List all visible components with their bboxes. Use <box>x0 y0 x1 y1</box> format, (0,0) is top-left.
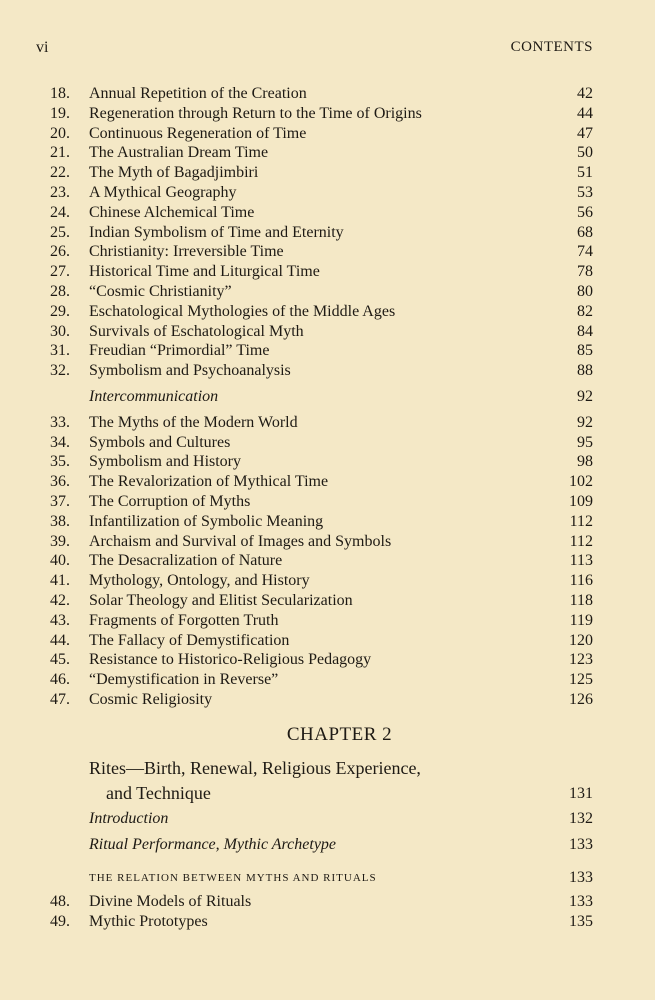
entry-title: Infantilization of Symbolic Meaning <box>89 512 324 530</box>
entry-number: 25. <box>50 223 70 241</box>
entry-number: 43. <box>50 611 70 629</box>
toc-entry <box>46 341 593 361</box>
entry-title: Cosmic Religiosity <box>89 690 213 708</box>
chapter-title-page: 131 <box>569 784 593 802</box>
toc-section-intercommunication <box>46 387 593 407</box>
entry-page: 80 <box>577 282 593 300</box>
entry-page: 50 <box>577 144 593 162</box>
running-head: CONTENTS <box>510 39 593 55</box>
entry-title: The Corruption of Myths <box>89 492 251 510</box>
entry-title: Resistance to Historico-Religious Pedagogy <box>89 651 372 669</box>
toc-entry <box>46 282 593 302</box>
entry-title: Annual Repetition of the Creation <box>89 85 307 102</box>
entry-page: 88 <box>577 362 593 380</box>
entry-title: Continuous Regeneration of Time <box>89 124 307 142</box>
entry-number: 18. <box>50 85 70 102</box>
toc-list-b <box>46 413 593 710</box>
toc-entry <box>46 203 593 223</box>
entry-title: A Mythical Geography <box>89 183 237 201</box>
table-of-contents <box>46 84 593 931</box>
entry-page: 74 <box>577 243 593 261</box>
toc-entry <box>46 361 593 381</box>
entry-page: 133 <box>569 892 593 910</box>
entry-page: 84 <box>577 322 593 340</box>
toc-entry <box>46 452 593 472</box>
entry-number: 40. <box>50 552 70 570</box>
entry-number: 36. <box>50 473 70 491</box>
folio: vi <box>36 39 49 56</box>
toc-entry <box>46 532 593 552</box>
toc-entry <box>46 104 593 124</box>
toc-entry <box>46 690 593 710</box>
toc-entry <box>46 650 593 670</box>
toc-entry <box>46 163 593 183</box>
entry-title: Archaism and Survival of Images and Symbols <box>89 532 392 550</box>
entry-page: 119 <box>569 611 593 629</box>
entry-number: 22. <box>50 164 70 182</box>
entry-number: 48. <box>50 892 70 910</box>
entry-number: 30. <box>50 322 70 340</box>
entry-title: The Desacralization of Nature <box>89 552 283 570</box>
entry-title: “Demystification in Reverse” <box>89 671 279 689</box>
toc-entry <box>46 84 593 104</box>
entry-page: 112 <box>569 532 593 550</box>
toc-entry <box>46 512 593 532</box>
entry-title: Fragments of Forgotten Truth <box>89 611 279 629</box>
entry-page: 120 <box>569 631 593 649</box>
entry-page: 102 <box>569 473 593 491</box>
entry-page: 51 <box>577 164 593 182</box>
chapter-heading: CHAPTER 2 <box>286 723 393 745</box>
entry-title: Divine Models of Rituals <box>89 892 252 910</box>
entry-page: 113 <box>569 552 593 570</box>
toc-entry <box>46 322 593 342</box>
entry-page: 78 <box>577 263 593 281</box>
entry-number: 44. <box>50 631 70 649</box>
entry-number: 19. <box>50 104 70 122</box>
toc-entry <box>46 892 593 912</box>
entry-title: Solar Theology and Elitist Secularization <box>89 591 353 609</box>
toc-list-a <box>46 84 593 381</box>
entry-number: 24. <box>50 203 70 221</box>
toc-entry <box>46 551 593 571</box>
entry-page: 123 <box>569 651 593 669</box>
toc-entry <box>46 631 593 651</box>
entry-number: 27. <box>50 263 70 281</box>
entry-title: Mythic Prototypes <box>89 912 208 930</box>
toc-entry <box>46 223 593 243</box>
entry-title: Indian Symbolism of Time and Eternity <box>89 223 344 241</box>
entry-title: Chinese Alchemical Time <box>89 203 255 221</box>
entry-number: 34. <box>50 433 70 451</box>
section-title: Intercommunication <box>89 387 219 405</box>
entry-number: 37. <box>50 492 70 510</box>
toc-entry <box>46 492 593 512</box>
toc-entry <box>46 302 593 322</box>
toc-entry <box>46 472 593 492</box>
toc-entry <box>46 670 593 690</box>
toc-subsection: THE RELATION BETWEEN MYTHS AND RITUALS 133 <box>89 868 593 886</box>
entry-page: 112 <box>569 512 593 530</box>
toc-entry <box>46 183 593 203</box>
entry-title: The Revalorization of Mythical Time <box>89 473 329 491</box>
toc-entry <box>46 433 593 453</box>
entry-title: Eschatological Mythologies of the Middle Ages <box>89 302 396 320</box>
toc-list-c <box>46 892 593 932</box>
entry-page: 85 <box>577 342 593 360</box>
entry-page: 53 <box>577 183 593 201</box>
toc-entry <box>46 571 593 591</box>
entry-number: 33. <box>50 413 70 431</box>
entry-title: The Myths of the Modern World <box>89 413 298 431</box>
entry-title: “Cosmic Christianity” <box>89 282 232 300</box>
entry-number: 41. <box>50 572 70 590</box>
toc-entry <box>46 143 593 163</box>
entry-number: 31. <box>50 342 70 360</box>
entry-page: 118 <box>569 591 593 609</box>
toc-ritual-performance: Ritual Performance, Mythic Archetype 133 <box>89 835 593 853</box>
entry-page: 135 <box>569 912 593 930</box>
entry-page: 98 <box>577 453 593 471</box>
toc-entry <box>46 124 593 144</box>
entry-number: 47. <box>50 690 70 708</box>
entry-number: 46. <box>50 671 70 689</box>
toc-entry <box>46 591 593 611</box>
entry-title: Mythology, Ontology, and History <box>89 572 310 590</box>
chapter-title-line2: and Technique 131 <box>46 781 593 806</box>
entry-title: The Fallacy of Demystification <box>89 631 290 649</box>
entry-page: 82 <box>577 302 593 320</box>
page-header <box>36 39 593 61</box>
entry-page: 42 <box>577 85 593 102</box>
entry-page: 56 <box>577 203 593 221</box>
entry-number: 20. <box>50 124 70 142</box>
entry-number: 49. <box>50 912 70 930</box>
entry-number: 32. <box>50 362 70 380</box>
entry-page: 125 <box>569 671 593 689</box>
entry-number: 26. <box>50 243 70 261</box>
entry-page: 95 <box>577 433 593 451</box>
entry-page: 92 <box>577 413 593 431</box>
toc-entry <box>46 242 593 262</box>
entry-page: 44 <box>577 104 593 122</box>
entry-title: The Australian Dream Time <box>89 144 269 162</box>
entry-number: 42. <box>50 591 70 609</box>
entry-title: The Myth of Bagadjimbiri <box>89 164 259 182</box>
entry-number: 28. <box>50 282 70 300</box>
entry-number: 45. <box>50 651 70 669</box>
entry-title: Freudian “Primordial” Time <box>89 342 270 360</box>
toc-entry <box>46 611 593 631</box>
section-page: 92 <box>577 387 593 405</box>
entry-page: 116 <box>569 572 593 590</box>
entry-title: Symbolism and Psychoanalysis <box>89 362 291 380</box>
entry-title: Regeneration through Return to the Time of Origins <box>89 104 422 122</box>
entry-title: Survivals of Eschatological Myth <box>89 322 304 340</box>
entry-title: Historical Time and Liturgical Time <box>89 263 320 281</box>
entry-number: 38. <box>50 512 70 530</box>
entry-title: Symbolism and History <box>89 453 242 471</box>
chapter-title-line1: Rites—Birth, Renewal, Religious Experience, <box>89 757 421 778</box>
entry-page: 47 <box>577 124 593 142</box>
toc-entry <box>46 262 593 282</box>
entry-page: 126 <box>569 690 593 708</box>
entry-page: 109 <box>569 492 593 510</box>
entry-number: 23. <box>50 183 70 201</box>
entry-page: 68 <box>577 223 593 241</box>
toc-entry <box>46 912 593 932</box>
toc-introduction: Introduction 132 <box>89 809 593 827</box>
entry-number: 21. <box>50 144 70 162</box>
entry-number: 35. <box>50 453 70 471</box>
entry-title: Christianity: Irreversible Time <box>89 243 284 261</box>
toc-entry <box>46 413 593 433</box>
entry-title: Symbols and Cultures <box>89 433 231 451</box>
entry-number: 39. <box>50 532 70 550</box>
entry-number: 29. <box>50 302 70 320</box>
